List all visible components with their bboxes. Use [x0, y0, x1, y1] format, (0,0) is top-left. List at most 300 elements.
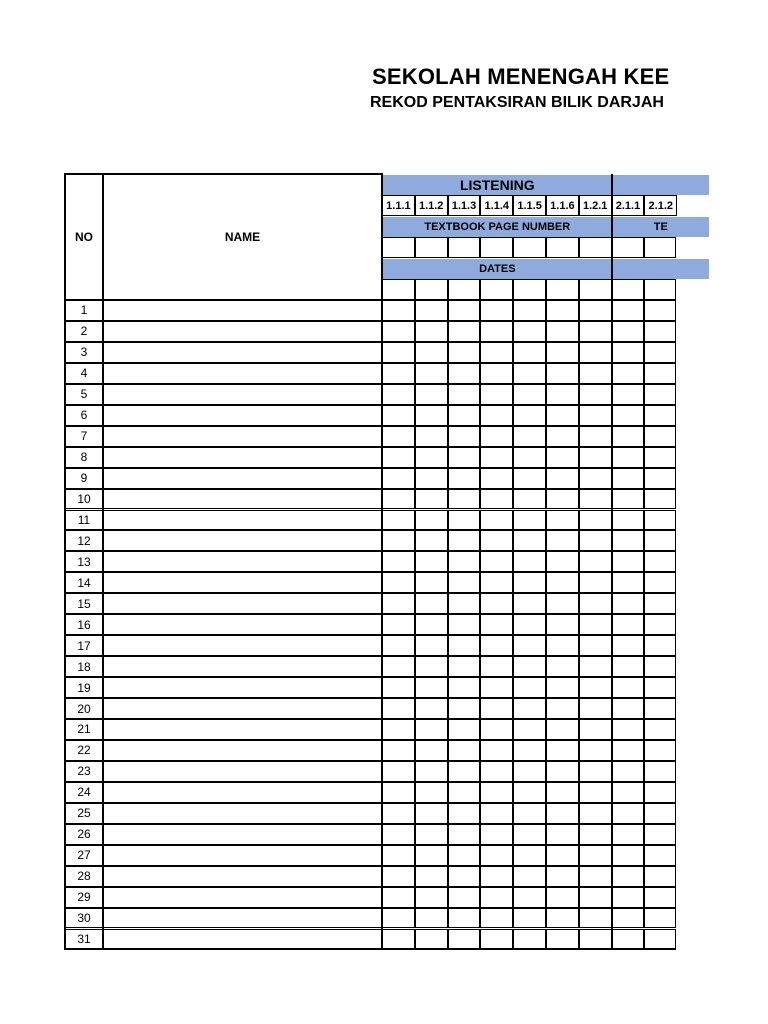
- score-cell[interactable]: [644, 824, 676, 845]
- score-cell[interactable]: [579, 824, 612, 845]
- score-cell[interactable]: [382, 929, 415, 950]
- score-cell[interactable]: [448, 908, 481, 929]
- score-cell[interactable]: [415, 489, 448, 510]
- score-cell[interactable]: [480, 656, 513, 677]
- score-cell[interactable]: [579, 845, 612, 866]
- score-cell[interactable]: [480, 698, 513, 719]
- score-cell[interactable]: [448, 510, 481, 531]
- score-cell[interactable]: [382, 510, 415, 531]
- page-number-input[interactable]: [382, 237, 415, 258]
- score-cell[interactable]: [382, 593, 415, 614]
- score-cell[interactable]: [546, 572, 579, 593]
- score-cell[interactable]: [415, 614, 448, 635]
- score-cell[interactable]: [513, 300, 546, 321]
- score-cell[interactable]: [448, 719, 481, 740]
- score-cell[interactable]: [612, 321, 645, 342]
- score-cell[interactable]: [612, 572, 645, 593]
- score-cell[interactable]: [415, 887, 448, 908]
- score-cell[interactable]: [579, 300, 612, 321]
- student-name-cell[interactable]: [103, 551, 382, 572]
- score-cell[interactable]: [513, 510, 546, 531]
- date-input[interactable]: [480, 279, 513, 300]
- score-cell[interactable]: [644, 929, 676, 950]
- score-cell[interactable]: [448, 887, 481, 908]
- score-cell[interactable]: [382, 468, 415, 489]
- score-cell[interactable]: [612, 510, 645, 531]
- date-input[interactable]: [612, 279, 645, 300]
- score-cell[interactable]: [513, 908, 546, 929]
- student-name-cell[interactable]: [103, 908, 382, 929]
- score-cell[interactable]: [513, 614, 546, 635]
- score-cell[interactable]: [546, 929, 579, 950]
- score-cell[interactable]: [579, 929, 612, 950]
- score-cell[interactable]: [513, 405, 546, 426]
- score-cell[interactable]: [415, 342, 448, 363]
- score-cell[interactable]: [546, 824, 579, 845]
- score-cell[interactable]: [480, 572, 513, 593]
- score-cell[interactable]: [448, 426, 481, 447]
- score-cell[interactable]: [644, 530, 676, 551]
- date-input[interactable]: [382, 279, 415, 300]
- score-cell[interactable]: [612, 761, 645, 782]
- date-input[interactable]: [546, 279, 579, 300]
- score-cell[interactable]: [415, 929, 448, 950]
- score-cell[interactable]: [415, 321, 448, 342]
- score-cell[interactable]: [513, 363, 546, 384]
- score-cell[interactable]: [480, 300, 513, 321]
- score-cell[interactable]: [513, 468, 546, 489]
- score-cell[interactable]: [448, 572, 481, 593]
- score-cell[interactable]: [513, 677, 546, 698]
- score-cell[interactable]: [644, 363, 676, 384]
- score-cell[interactable]: [513, 384, 546, 405]
- page-number-input[interactable]: [546, 237, 579, 258]
- score-cell[interactable]: [579, 447, 612, 468]
- score-cell[interactable]: [415, 447, 448, 468]
- score-cell[interactable]: [448, 845, 481, 866]
- score-cell[interactable]: [480, 908, 513, 929]
- score-cell[interactable]: [644, 866, 676, 887]
- score-cell[interactable]: [480, 405, 513, 426]
- score-cell[interactable]: [579, 740, 612, 761]
- score-cell[interactable]: [382, 447, 415, 468]
- score-cell[interactable]: [480, 489, 513, 510]
- score-cell[interactable]: [513, 719, 546, 740]
- page-number-input[interactable]: [644, 237, 676, 258]
- page-number-input[interactable]: [448, 237, 481, 258]
- student-name-cell[interactable]: [103, 740, 382, 761]
- score-cell[interactable]: [382, 656, 415, 677]
- score-cell[interactable]: [644, 908, 676, 929]
- score-cell[interactable]: [382, 384, 415, 405]
- student-name-cell[interactable]: [103, 510, 382, 531]
- score-cell[interactable]: [415, 866, 448, 887]
- score-cell[interactable]: [546, 866, 579, 887]
- score-cell[interactable]: [448, 635, 481, 656]
- score-cell[interactable]: [546, 740, 579, 761]
- score-cell[interactable]: [382, 300, 415, 321]
- score-cell[interactable]: [644, 468, 676, 489]
- score-cell[interactable]: [546, 468, 579, 489]
- score-cell[interactable]: [612, 489, 645, 510]
- score-cell[interactable]: [612, 551, 645, 572]
- score-cell[interactable]: [480, 447, 513, 468]
- score-cell[interactable]: [448, 530, 481, 551]
- score-cell[interactable]: [382, 845, 415, 866]
- score-cell[interactable]: [644, 300, 676, 321]
- score-cell[interactable]: [480, 845, 513, 866]
- score-cell[interactable]: [612, 866, 645, 887]
- score-cell[interactable]: [480, 719, 513, 740]
- score-cell[interactable]: [382, 782, 415, 803]
- student-name-cell[interactable]: [103, 489, 382, 510]
- score-cell[interactable]: [415, 761, 448, 782]
- score-cell[interactable]: [644, 677, 676, 698]
- page-number-input[interactable]: [415, 237, 448, 258]
- score-cell[interactable]: [579, 530, 612, 551]
- score-cell[interactable]: [480, 866, 513, 887]
- score-cell[interactable]: [415, 468, 448, 489]
- score-cell[interactable]: [382, 719, 415, 740]
- score-cell[interactable]: [448, 321, 481, 342]
- score-cell[interactable]: [415, 635, 448, 656]
- score-cell[interactable]: [513, 656, 546, 677]
- score-cell[interactable]: [546, 363, 579, 384]
- score-cell[interactable]: [644, 405, 676, 426]
- score-cell[interactable]: [480, 803, 513, 824]
- score-cell[interactable]: [612, 698, 645, 719]
- score-cell[interactable]: [546, 635, 579, 656]
- score-cell[interactable]: [480, 530, 513, 551]
- score-cell[interactable]: [579, 489, 612, 510]
- score-cell[interactable]: [579, 719, 612, 740]
- page-number-input[interactable]: [612, 237, 645, 258]
- score-cell[interactable]: [644, 426, 676, 447]
- score-cell[interactable]: [513, 635, 546, 656]
- score-cell[interactable]: [513, 530, 546, 551]
- score-cell[interactable]: [546, 614, 579, 635]
- score-cell[interactable]: [546, 593, 579, 614]
- score-cell[interactable]: [513, 845, 546, 866]
- student-name-cell[interactable]: [103, 572, 382, 593]
- date-input[interactable]: [448, 279, 481, 300]
- score-cell[interactable]: [415, 593, 448, 614]
- score-cell[interactable]: [546, 677, 579, 698]
- page-number-input[interactable]: [513, 237, 546, 258]
- score-cell[interactable]: [513, 824, 546, 845]
- score-cell[interactable]: [644, 761, 676, 782]
- score-cell[interactable]: [644, 510, 676, 531]
- student-name-cell[interactable]: [103, 426, 382, 447]
- score-cell[interactable]: [448, 300, 481, 321]
- score-cell[interactable]: [382, 321, 415, 342]
- score-cell[interactable]: [382, 866, 415, 887]
- student-name-cell[interactable]: [103, 929, 382, 950]
- score-cell[interactable]: [415, 363, 448, 384]
- student-name-cell[interactable]: [103, 845, 382, 866]
- score-cell[interactable]: [382, 887, 415, 908]
- score-cell[interactable]: [546, 719, 579, 740]
- student-name-cell[interactable]: [103, 405, 382, 426]
- score-cell[interactable]: [612, 740, 645, 761]
- score-cell[interactable]: [612, 887, 645, 908]
- student-name-cell[interactable]: [103, 803, 382, 824]
- score-cell[interactable]: [546, 321, 579, 342]
- score-cell[interactable]: [644, 447, 676, 468]
- score-cell[interactable]: [382, 530, 415, 551]
- score-cell[interactable]: [448, 761, 481, 782]
- student-name-cell[interactable]: [103, 468, 382, 489]
- score-cell[interactable]: [546, 887, 579, 908]
- score-cell[interactable]: [480, 551, 513, 572]
- score-cell[interactable]: [513, 803, 546, 824]
- score-cell[interactable]: [612, 447, 645, 468]
- score-cell[interactable]: [513, 929, 546, 950]
- score-cell[interactable]: [546, 656, 579, 677]
- score-cell[interactable]: [448, 363, 481, 384]
- score-cell[interactable]: [579, 803, 612, 824]
- student-name-cell[interactable]: [103, 614, 382, 635]
- score-cell[interactable]: [480, 929, 513, 950]
- score-cell[interactable]: [612, 593, 645, 614]
- score-cell[interactable]: [546, 342, 579, 363]
- score-cell[interactable]: [579, 698, 612, 719]
- score-cell[interactable]: [448, 593, 481, 614]
- score-cell[interactable]: [579, 426, 612, 447]
- score-cell[interactable]: [415, 740, 448, 761]
- score-cell[interactable]: [579, 908, 612, 929]
- score-cell[interactable]: [480, 782, 513, 803]
- score-cell[interactable]: [612, 530, 645, 551]
- score-cell[interactable]: [579, 656, 612, 677]
- score-cell[interactable]: [448, 677, 481, 698]
- score-cell[interactable]: [382, 572, 415, 593]
- score-cell[interactable]: [612, 635, 645, 656]
- score-cell[interactable]: [612, 656, 645, 677]
- score-cell[interactable]: [546, 845, 579, 866]
- score-cell[interactable]: [448, 656, 481, 677]
- score-cell[interactable]: [546, 698, 579, 719]
- score-cell[interactable]: [382, 677, 415, 698]
- score-cell[interactable]: [546, 803, 579, 824]
- score-cell[interactable]: [579, 866, 612, 887]
- score-cell[interactable]: [644, 803, 676, 824]
- student-name-cell[interactable]: [103, 447, 382, 468]
- score-cell[interactable]: [415, 551, 448, 572]
- score-cell[interactable]: [480, 761, 513, 782]
- score-cell[interactable]: [579, 782, 612, 803]
- score-cell[interactable]: [415, 677, 448, 698]
- score-cell[interactable]: [382, 489, 415, 510]
- student-name-cell[interactable]: [103, 677, 382, 698]
- date-input[interactable]: [579, 279, 612, 300]
- score-cell[interactable]: [579, 614, 612, 635]
- score-cell[interactable]: [644, 887, 676, 908]
- score-cell[interactable]: [382, 803, 415, 824]
- score-cell[interactable]: [382, 363, 415, 384]
- score-cell[interactable]: [480, 363, 513, 384]
- score-cell[interactable]: [546, 761, 579, 782]
- score-cell[interactable]: [546, 908, 579, 929]
- score-cell[interactable]: [546, 405, 579, 426]
- score-cell[interactable]: [480, 510, 513, 531]
- score-cell[interactable]: [448, 405, 481, 426]
- score-cell[interactable]: [382, 698, 415, 719]
- score-cell[interactable]: [382, 761, 415, 782]
- score-cell[interactable]: [415, 782, 448, 803]
- score-cell[interactable]: [612, 363, 645, 384]
- score-cell[interactable]: [612, 677, 645, 698]
- score-cell[interactable]: [480, 426, 513, 447]
- score-cell[interactable]: [382, 908, 415, 929]
- score-cell[interactable]: [612, 782, 645, 803]
- score-cell[interactable]: [448, 803, 481, 824]
- score-cell[interactable]: [382, 635, 415, 656]
- score-cell[interactable]: [382, 614, 415, 635]
- page-number-input[interactable]: [480, 237, 513, 258]
- score-cell[interactable]: [579, 593, 612, 614]
- score-cell[interactable]: [513, 572, 546, 593]
- score-cell[interactable]: [448, 866, 481, 887]
- score-cell[interactable]: [415, 405, 448, 426]
- score-cell[interactable]: [644, 342, 676, 363]
- score-cell[interactable]: [448, 782, 481, 803]
- score-cell[interactable]: [448, 551, 481, 572]
- student-name-cell[interactable]: [103, 342, 382, 363]
- score-cell[interactable]: [579, 321, 612, 342]
- score-cell[interactable]: [513, 447, 546, 468]
- student-name-cell[interactable]: [103, 656, 382, 677]
- score-cell[interactable]: [644, 698, 676, 719]
- score-cell[interactable]: [415, 803, 448, 824]
- score-cell[interactable]: [382, 551, 415, 572]
- score-cell[interactable]: [644, 593, 676, 614]
- score-cell[interactable]: [579, 363, 612, 384]
- score-cell[interactable]: [382, 405, 415, 426]
- score-cell[interactable]: [612, 908, 645, 929]
- student-name-cell[interactable]: [103, 761, 382, 782]
- score-cell[interactable]: [382, 426, 415, 447]
- page-number-input[interactable]: [579, 237, 612, 258]
- score-cell[interactable]: [644, 719, 676, 740]
- score-cell[interactable]: [644, 572, 676, 593]
- score-cell[interactable]: [382, 342, 415, 363]
- score-cell[interactable]: [415, 656, 448, 677]
- score-cell[interactable]: [579, 510, 612, 531]
- score-cell[interactable]: [415, 384, 448, 405]
- score-cell[interactable]: [546, 447, 579, 468]
- score-cell[interactable]: [415, 426, 448, 447]
- date-input[interactable]: [644, 279, 676, 300]
- score-cell[interactable]: [546, 384, 579, 405]
- score-cell[interactable]: [579, 342, 612, 363]
- score-cell[interactable]: [579, 468, 612, 489]
- score-cell[interactable]: [513, 887, 546, 908]
- score-cell[interactable]: [513, 698, 546, 719]
- score-cell[interactable]: [415, 908, 448, 929]
- score-cell[interactable]: [513, 342, 546, 363]
- score-cell[interactable]: [382, 740, 415, 761]
- score-cell[interactable]: [612, 426, 645, 447]
- score-cell[interactable]: [382, 824, 415, 845]
- score-cell[interactable]: [612, 468, 645, 489]
- score-cell[interactable]: [448, 614, 481, 635]
- score-cell[interactable]: [644, 740, 676, 761]
- score-cell[interactable]: [579, 887, 612, 908]
- score-cell[interactable]: [448, 468, 481, 489]
- score-cell[interactable]: [480, 635, 513, 656]
- student-name-cell[interactable]: [103, 866, 382, 887]
- score-cell[interactable]: [644, 782, 676, 803]
- score-cell[interactable]: [415, 572, 448, 593]
- score-cell[interactable]: [546, 510, 579, 531]
- score-cell[interactable]: [546, 530, 579, 551]
- score-cell[interactable]: [612, 614, 645, 635]
- score-cell[interactable]: [415, 845, 448, 866]
- score-cell[interactable]: [448, 447, 481, 468]
- score-cell[interactable]: [579, 635, 612, 656]
- score-cell[interactable]: [415, 510, 448, 531]
- score-cell[interactable]: [579, 677, 612, 698]
- score-cell[interactable]: [513, 321, 546, 342]
- date-input[interactable]: [415, 279, 448, 300]
- score-cell[interactable]: [415, 719, 448, 740]
- score-cell[interactable]: [644, 321, 676, 342]
- score-cell[interactable]: [546, 489, 579, 510]
- score-cell[interactable]: [480, 887, 513, 908]
- score-cell[interactable]: [612, 384, 645, 405]
- student-name-cell[interactable]: [103, 530, 382, 551]
- score-cell[interactable]: [579, 384, 612, 405]
- score-cell[interactable]: [644, 489, 676, 510]
- student-name-cell[interactable]: [103, 300, 382, 321]
- student-name-cell[interactable]: [103, 384, 382, 405]
- score-cell[interactable]: [513, 551, 546, 572]
- score-cell[interactable]: [546, 551, 579, 572]
- student-name-cell[interactable]: [103, 698, 382, 719]
- score-cell[interactable]: [579, 572, 612, 593]
- score-cell[interactable]: [612, 824, 645, 845]
- score-cell[interactable]: [644, 551, 676, 572]
- score-cell[interactable]: [448, 698, 481, 719]
- score-cell[interactable]: [513, 489, 546, 510]
- score-cell[interactable]: [448, 384, 481, 405]
- student-name-cell[interactable]: [103, 782, 382, 803]
- score-cell[interactable]: [448, 929, 481, 950]
- student-name-cell[interactable]: [103, 887, 382, 908]
- student-name-cell[interactable]: [103, 363, 382, 384]
- score-cell[interactable]: [480, 824, 513, 845]
- score-cell[interactable]: [644, 656, 676, 677]
- score-cell[interactable]: [579, 405, 612, 426]
- score-cell[interactable]: [612, 405, 645, 426]
- score-cell[interactable]: [612, 845, 645, 866]
- score-cell[interactable]: [448, 824, 481, 845]
- score-cell[interactable]: [448, 740, 481, 761]
- score-cell[interactable]: [513, 740, 546, 761]
- score-cell[interactable]: [612, 300, 645, 321]
- score-cell[interactable]: [480, 677, 513, 698]
- score-cell[interactable]: [612, 719, 645, 740]
- score-cell[interactable]: [415, 300, 448, 321]
- score-cell[interactable]: [579, 551, 612, 572]
- score-cell[interactable]: [415, 698, 448, 719]
- score-cell[interactable]: [480, 342, 513, 363]
- score-cell[interactable]: [612, 803, 645, 824]
- student-name-cell[interactable]: [103, 593, 382, 614]
- score-cell[interactable]: [448, 489, 481, 510]
- score-cell[interactable]: [513, 761, 546, 782]
